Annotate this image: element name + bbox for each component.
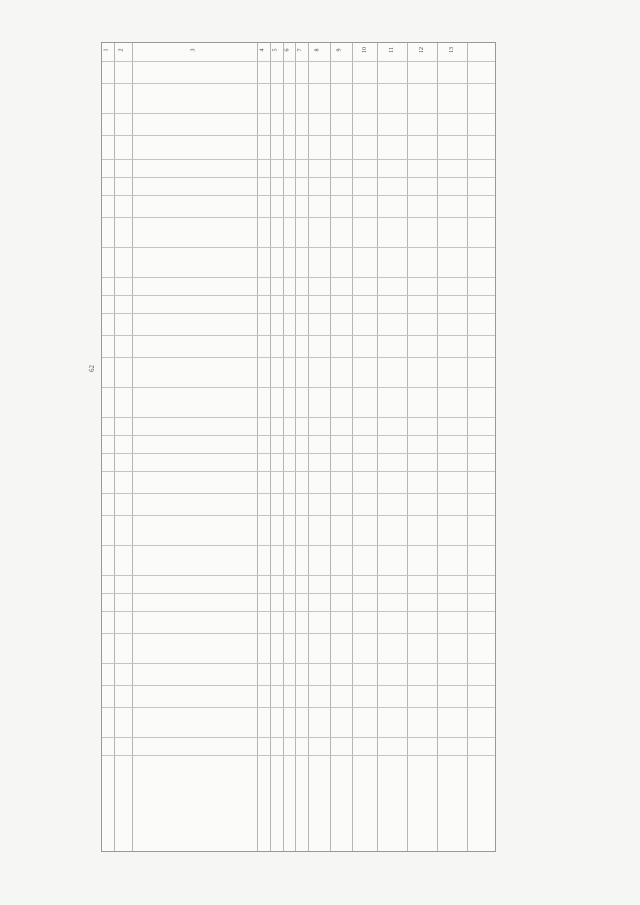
table-column-divider — [132, 43, 133, 851]
table-column-number: 7 — [297, 48, 303, 52]
table-column-divider — [295, 43, 296, 851]
table-row — [102, 685, 495, 686]
table-column-number: 13 — [449, 47, 455, 53]
table-row — [102, 277, 495, 278]
page-number: 62 — [88, 365, 96, 372]
table-row — [102, 545, 495, 546]
table-row — [102, 113, 495, 114]
table-column-number: 5 — [272, 48, 278, 52]
table-column-divider — [377, 43, 378, 851]
table-row — [102, 737, 495, 738]
table-row — [102, 417, 495, 418]
budget-table — [101, 42, 496, 852]
table-row — [102, 335, 495, 336]
table-row — [102, 195, 495, 196]
table-column-divider — [308, 43, 309, 851]
table-row — [102, 593, 495, 594]
table-row — [102, 387, 495, 388]
table-row — [102, 611, 495, 612]
table-row — [102, 217, 495, 218]
table-column-divider — [407, 43, 408, 851]
table-row — [102, 313, 495, 314]
table-row — [102, 177, 495, 178]
table-column-number: 2 — [118, 48, 125, 52]
table-column-divider — [283, 43, 284, 851]
table-column-number: 10 — [361, 47, 368, 53]
table-header-divider — [102, 61, 495, 62]
table-row — [102, 453, 495, 454]
table-column-divider — [352, 43, 353, 851]
table-row — [102, 575, 495, 576]
table-column-number: 3 — [190, 48, 196, 52]
table-row — [102, 633, 495, 634]
table-column-number: 1 — [103, 48, 110, 52]
table-row — [102, 707, 495, 708]
table-row — [102, 493, 495, 494]
table-row — [102, 755, 495, 756]
table-row — [102, 159, 495, 160]
table-column-divider — [330, 43, 331, 851]
table-row — [102, 247, 495, 248]
table-row — [102, 357, 495, 358]
table-row — [102, 515, 495, 516]
table-column-number: 6 — [284, 48, 291, 52]
table-column-divider — [257, 43, 258, 851]
table-row — [102, 663, 495, 664]
table-column-number: 12 — [419, 47, 425, 53]
table-column-number: 8 — [314, 48, 321, 52]
table-column-divider — [437, 43, 438, 851]
table-row — [102, 295, 495, 296]
table-column-number: 4 — [259, 48, 265, 52]
table-row — [102, 83, 495, 84]
table-column-number: 9 — [336, 48, 343, 52]
table-column-divider — [467, 43, 468, 851]
table-row — [102, 135, 495, 136]
table-column-divider — [114, 43, 115, 851]
table-row — [102, 471, 495, 472]
table-column-divider — [270, 43, 271, 851]
table-column-number: 11 — [388, 47, 395, 53]
table-row — [102, 435, 495, 436]
